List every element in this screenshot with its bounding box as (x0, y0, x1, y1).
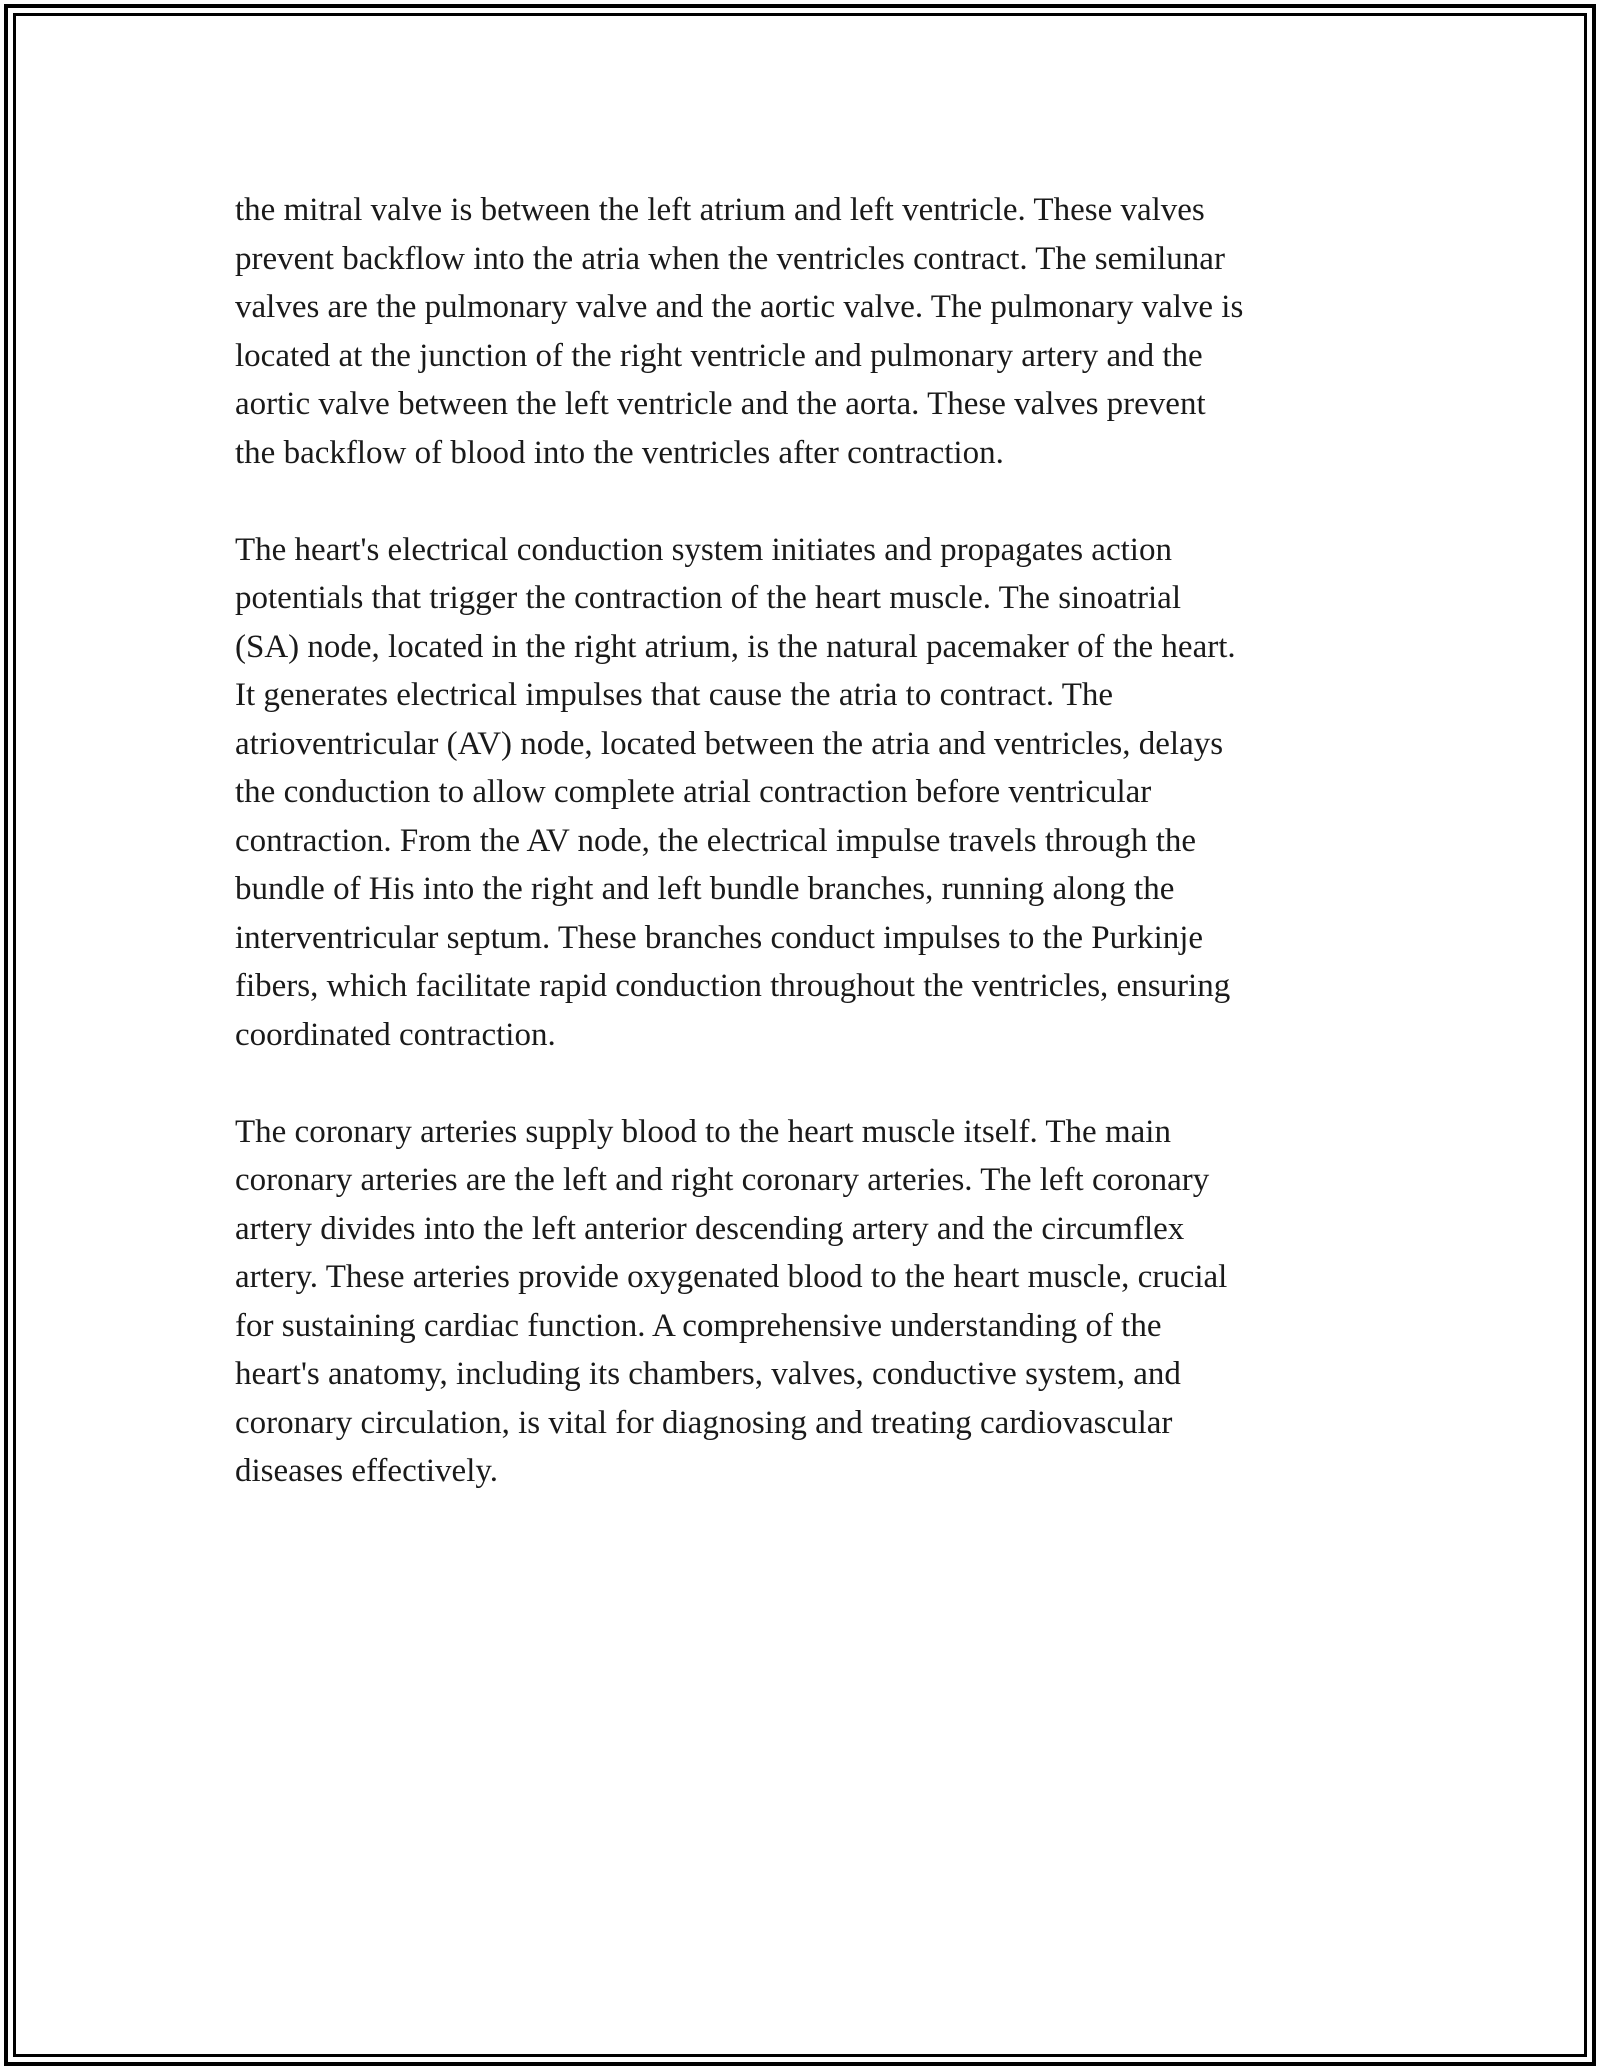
paragraph-valves: the mitral valve is between the left atrium and left ventricle. These valves prevent backflow into the atria when the ventricles contract. The semilunar valves are the pulmonary valve and the aortic valve. The pulmonary valve is located at the junction of the right ventricle and pulmonary artery and the aortic valve between the left ventricle and the aorta. These valves prevent the backflow of blood into the ventricles after contraction. (235, 192, 1244, 471)
paragraph-coronary-arteries: The coronary arteries supply blood to the heart muscle itself. The main coronary arteries are the left and right coronary arteries. The left coronary artery divides into the left anterior descending artery and the circumflex artery. These arteries provide oxygenated blood to the heart muscle, crucial for sustaining cardiac function. A comprehensive understanding of the heart's anatomy, including its chambers, valves, conductive system, and coronary circulation, is vital for diagnosing and treating cardiovascular diseases effectively. (235, 1113, 1228, 1489)
document-body (235, 186, 1365, 1544)
paragraph-conduction-system: The heart's electrical conduction system initiates and propagates action potentials that trigger the contraction of the heart muscle. The sinoatrial (SA) node, located in the right atrium, is the natural pacemaker of the heart. It generates electrical impulses that cause the atria to contract. The atrioventricular (AV) node, located between the atria and ventricles, delays the conduction to allow complete atrial contraction before ventricular contraction. From the AV node, the electrical impulse travels through the bundle of His into the right and left bundle branches, running along the interventricular septum. These branches conduct impulses to the Purkinje fibers, which facilitate rapid conduction throughout the ventricles, ensuring coordinated contraction. (235, 531, 1236, 1053)
